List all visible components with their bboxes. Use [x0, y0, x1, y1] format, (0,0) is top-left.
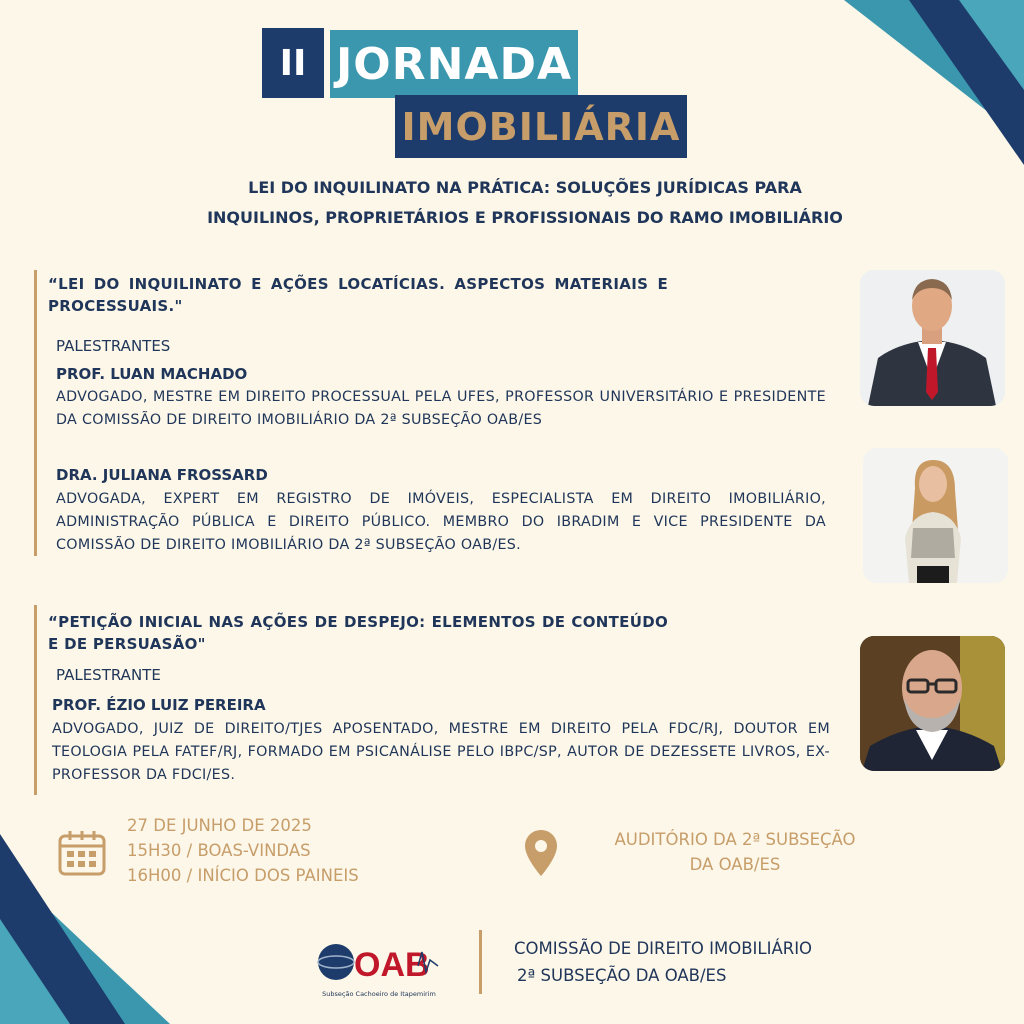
panel-2-speakers-label: PALESTRANTE [56, 666, 161, 684]
speaker-1-photo [860, 270, 1005, 406]
speaker-2-name: DRA. JULIANA FROSSARD [56, 466, 268, 484]
calendar-icon [57, 828, 107, 878]
panel-2-accent-bar [34, 605, 37, 795]
speaker-3-name: PROF. ÉZIO LUIZ PEREIRA [52, 696, 266, 714]
panel-2-title: “PETIÇÃO INICIAL NAS AÇÕES DE DESPEJO: ELEMENTOS DE CONTEÚDO E DE PERSUASÃO" [48, 613, 668, 653]
oab-logo [316, 938, 442, 998]
panel-1-speakers-label: PALESTRANTES [56, 337, 171, 355]
event-date: 27 DE JUNHO DE 2025 [127, 816, 312, 835]
speaker-3-bio: ADVOGADO, JUIZ DE DIREITO/TJES APOSENTADO, MESTRE EM DIREITO PELA FDC/RJ, DOUTOR EM TEOLOGIA PELA FATEF/RJ, FORMADO EM PSICANÁLISE PELO IBPC/SP, AUTOR DE DEZESSETE LIVROS, EX-PROFESSOR DA FDCI/ES. [52, 721, 830, 783]
speaker-2-photo [863, 448, 1008, 583]
speaker-1-bio: ADVOGADO, MESTRE EM DIREITO PROCESSUAL PELA UFES, PROFESSOR UNIVERSITÁRIO E PRESIDENTE DA COMISSÃO DE DIREITO IMOBILIÁRIO DA 2ª SUBSEÇÃO OAB/ES [56, 389, 826, 428]
title-jornada: JORNADA [330, 30, 578, 98]
event-welcome-time: 15H30 / BOAS-VINDAS [127, 841, 311, 860]
subtitle-line-1: LEI DO INQUILINATO NA PRÁTICA: SOLUÇÕES JURÍDICAS PARA [248, 178, 802, 197]
title-roman-numeral: II [262, 28, 324, 98]
footer-divider [479, 930, 482, 994]
panel-1-title: “LEI DO INQUILINATO E AÇÕES LOCATÍCIAS. ASPECTOS MATERIAIS E PROCESSUAIS." [48, 275, 668, 315]
oab-logo-caption: Subseção Cachoeiro de Itapemirim [322, 990, 436, 998]
speaker-3-photo [860, 636, 1005, 771]
top-right-corner-decoration [824, 0, 1024, 170]
subtitle-line-2: INQUILINOS, PROPRIETÁRIOS E PROFISSIONAIS DO RAMO IMOBILIÁRIO [207, 208, 843, 227]
speaker-2-bio: ADVOGADA, EXPERT EM REGISTRO DE IMÓVEIS, ESPECIALISTA EM DIREITO IMOBILIÁRIO, ADMINISTRAÇÃO PÚBLICA E DIREITO PÚBLICO. MEMBRO DO IBRADIM E VICE PRESIDENTE DA COMISSÃO DE DIREITO IMOBILIÁRIO DA 2ª SUBSEÇÃO OAB/ES. [56, 491, 826, 553]
event-venue-line-1: AUDITÓRIO DA 2ª SUBSEÇÃO [614, 830, 856, 849]
event-start-time: 16H00 / INÍCIO DOS PAINEIS [127, 866, 359, 885]
panel-1-accent-bar [34, 270, 37, 556]
speaker-1-name: PROF. LUAN MACHADO [56, 365, 248, 383]
svg-text:OAB: OAB [354, 946, 430, 984]
title-imobiliaria: IMOBILIÁRIA [395, 95, 687, 158]
footer-commission-line-1: COMISSÃO DE DIREITO IMOBILIÁRIO [514, 939, 813, 958]
footer-commission-line-2: 2ª SUBSEÇÃO DA OAB/ES [517, 966, 727, 985]
location-pin-icon [525, 830, 557, 876]
event-venue-line-2: DA OAB/ES [689, 855, 781, 874]
